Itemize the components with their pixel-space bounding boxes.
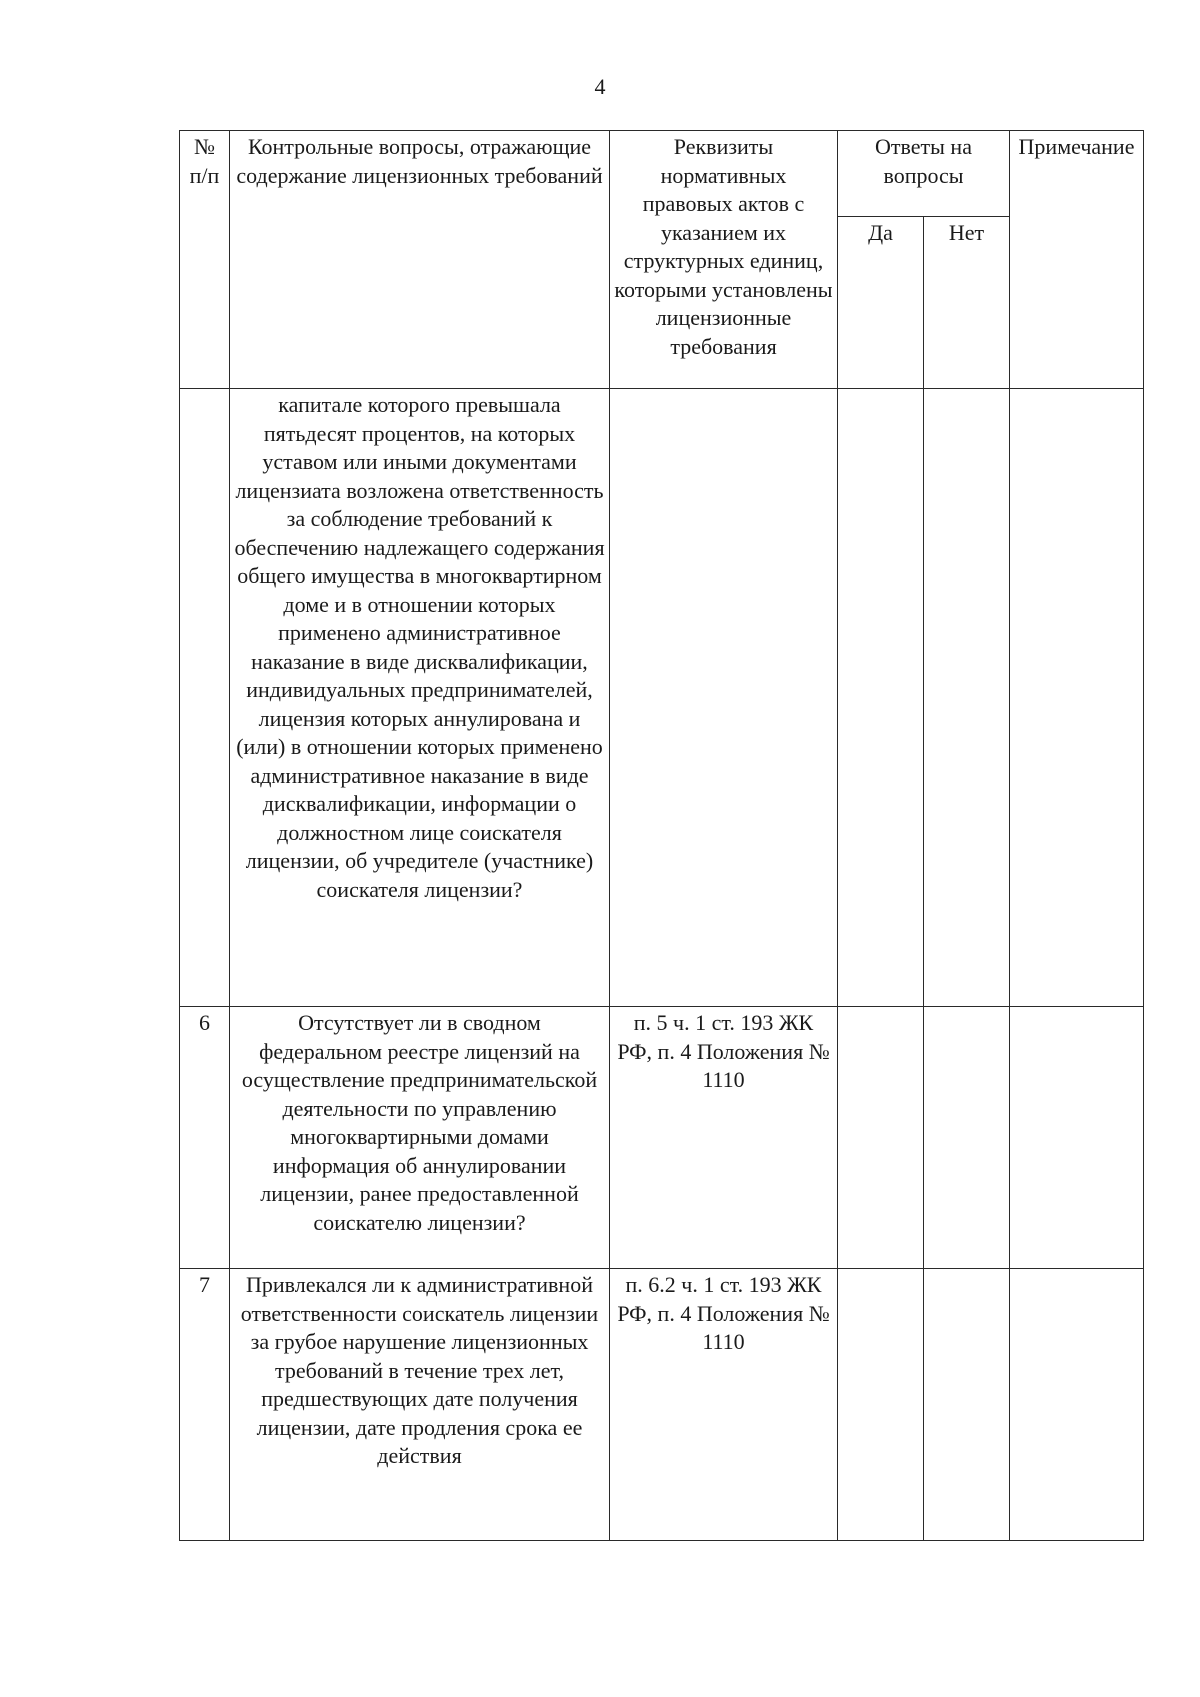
header-questions: Контрольные вопросы, отражающие содержание лицензионных требований: [230, 131, 610, 389]
row-no: [924, 1007, 1010, 1269]
row-question: капитале которого превышала пятьдесят процентов, на которых уставом или иными документами лицензиата возложена ответственность за соблюдение требований к обеспечению надлежащего содержания общего имущества в многоквартирном доме и в отношении которых применено административное наказание в виде дисквалификации, индивидуальных предпринимателей, лицензия которых аннулирована и (или) в отношении которых применено административное наказание в виде дисквалификации, информации о должностном лице соискателя лицензии, об учредителе (участнике) соискателя лицензии?: [230, 389, 610, 1007]
row-requisites: п. 5 ч. 1 ст. 193 ЖК РФ, п. 4 Положения № 1110: [610, 1007, 838, 1269]
row-question: Отсутствует ли в сводном федеральном реестре лицензий на осуществление предпринимательской деятельности по управлению многоквартирными домами информация об аннулировании лицензии, ранее предоставленной соискателю лицензии?: [230, 1007, 610, 1269]
row-num: 7: [180, 1269, 230, 1541]
checklist-table: [179, 130, 1144, 1541]
header-requisites: Реквизиты нормативных правовых актов с указанием их структурных единиц, которыми установлены лицензионные требования: [610, 131, 838, 389]
row-yes: [838, 1269, 924, 1541]
row-yes: [838, 1007, 924, 1269]
header-answers: Ответы на вопросы: [838, 131, 1010, 217]
page-number: 4: [594, 74, 606, 99]
row-num: [180, 389, 230, 1007]
row-question: Привлекался ли к административной ответственности соискатель лицензии за грубое нарушение лицензионных требований в течение трех лет, предшествующих дате получения лицензии, дате продления срока ее действия: [230, 1269, 610, 1541]
row-yes: [838, 389, 924, 1007]
row-num: 6: [180, 1007, 230, 1269]
row-note: [1010, 1269, 1144, 1541]
table-row: [180, 389, 1144, 1007]
header-num: № п/п: [180, 131, 230, 389]
header-no: Нет: [924, 217, 1010, 389]
row-note: [1010, 389, 1144, 1007]
table-row: [180, 1269, 1144, 1541]
header-yes: Да: [838, 217, 924, 389]
header-note: Примечание: [1010, 131, 1144, 389]
table-row: [180, 1007, 1144, 1269]
table-header: [180, 131, 1144, 389]
row-no: [924, 1269, 1010, 1541]
row-requisites: п. 6.2 ч. 1 ст. 193 ЖК РФ, п. 4 Положения № 1110: [610, 1269, 838, 1541]
row-requisites: [610, 389, 838, 1007]
row-note: [1010, 1007, 1144, 1269]
row-no: [924, 389, 1010, 1007]
